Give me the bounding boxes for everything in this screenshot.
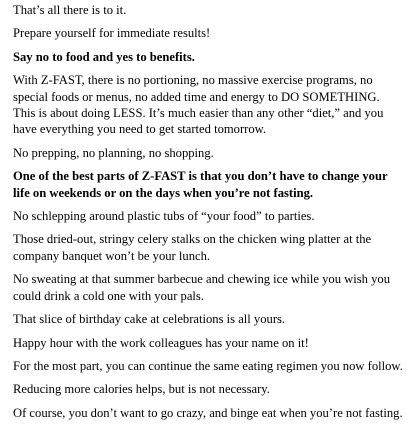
paragraph-5: No prepping, no planning, no shopping.	[13, 145, 214, 160]
paragraph-6-heading: One of the best parts of Z-FAST is that you don’t have to change your life on weekends or on the days when you’re not fasting.	[13, 169, 388, 200]
paragraph-8: Those dried-out, stringy celery stalks on the chicken wing platter at the company banquet won’t be your lunch.	[13, 232, 372, 263]
paragraph-13: Reducing more calories helps, but is not necessary.	[13, 382, 270, 397]
paragraph-9: No sweating at that summer barbecue and chewing ice while you wish you could drink a cold one with your pals.	[13, 272, 391, 303]
paragraph-1: That’s all there is to it.	[13, 3, 127, 17]
paragraph-7: No schlepping around plastic tubs of “your food” to parties.	[13, 209, 315, 224]
document-page	[13, 2, 403, 428]
paragraph-3-heading: Say no to food and yes to benefits.	[13, 49, 195, 64]
paragraph-2: Prepare yourself for immediate results!	[13, 26, 211, 41]
paragraph-14: Of course, you don’t want to go crazy, and binge eat when you’re not fasting.	[13, 405, 403, 420]
paragraph-10: That slice of birthday cake at celebrations is all yours.	[13, 312, 286, 327]
paragraph-11: Happy hour with the work colleagues has your name on it!	[13, 335, 309, 350]
paragraph-4: With Z-FAST, there is no portioning, no massive exercise programs, no special foods or menus, no added time and energy to DO SOMETHING. This is about doing LESS. It’s much easier than any other “diet,” and you have everything you need to get started tomorrow.	[13, 73, 384, 137]
paragraph-12: For the most part, you can continue the same eating regimen you now follow.	[13, 358, 403, 373]
